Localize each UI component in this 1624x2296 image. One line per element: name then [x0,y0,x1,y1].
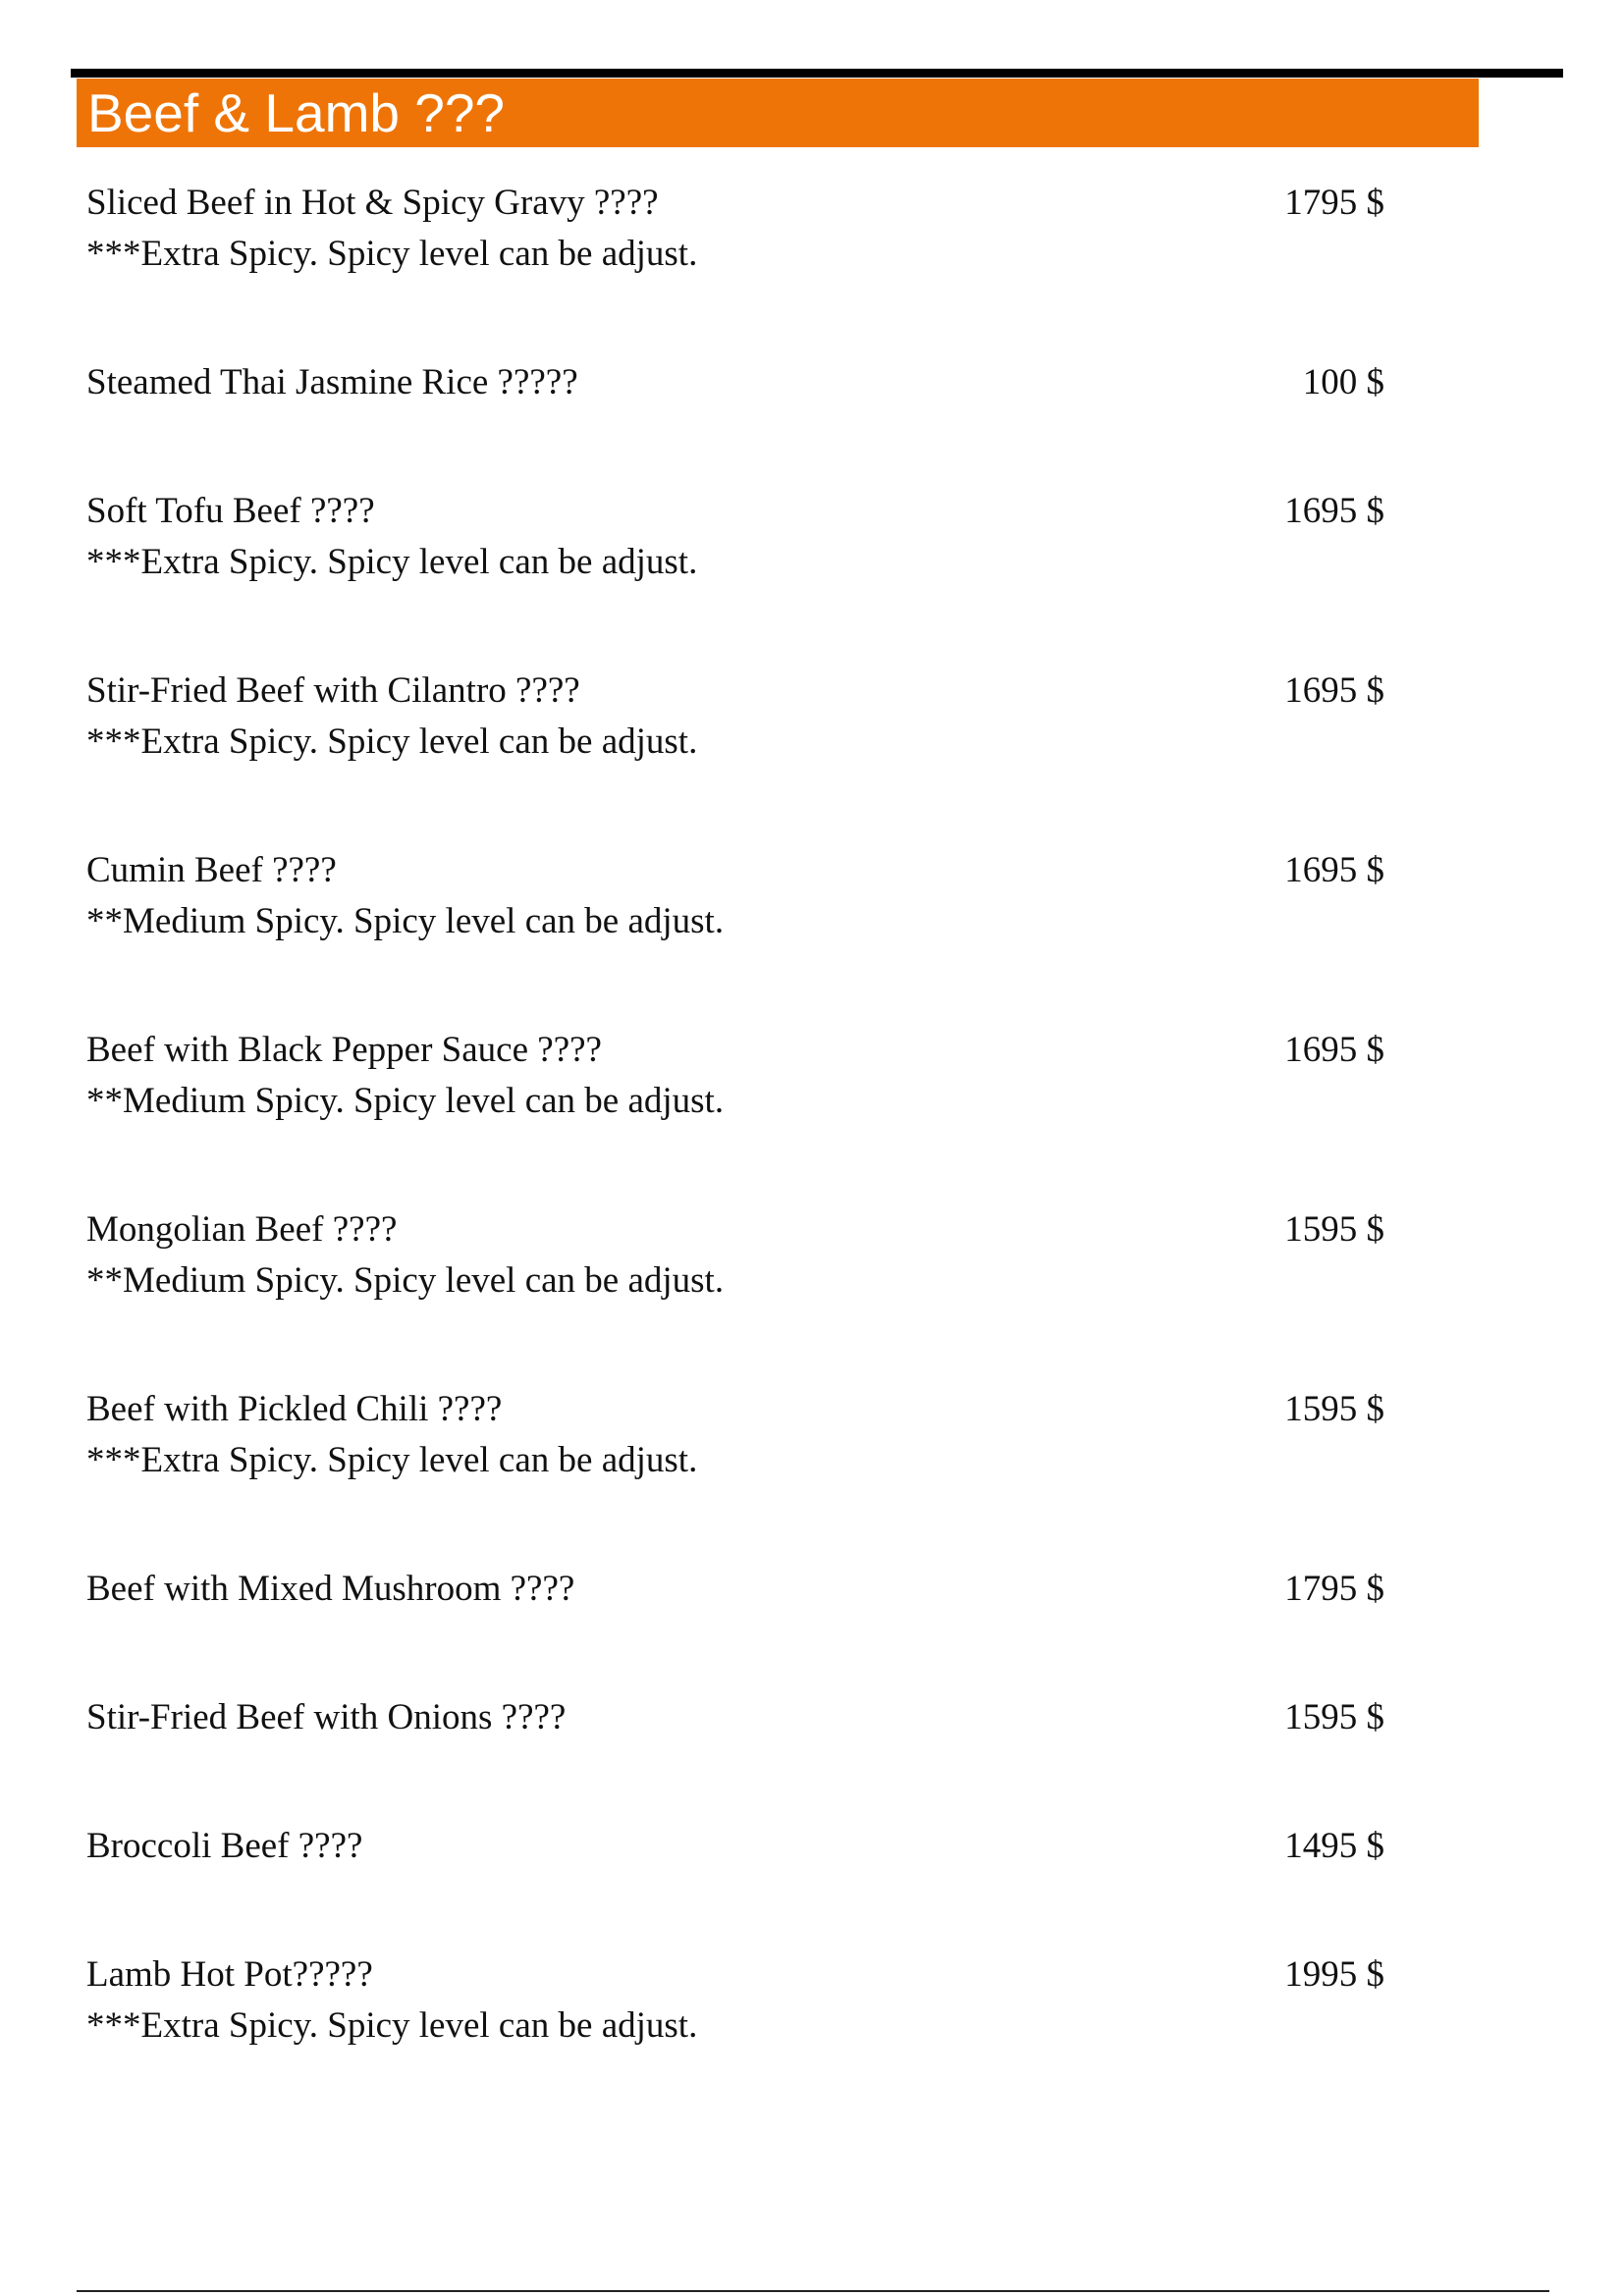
menu-item-price: 1995 $ [1284,1954,1384,1995]
menu-item-note: **Medium Spicy. Spicy level can be adjust. [86,1260,725,1301]
menu-item-price: 1495 $ [1284,1826,1384,1866]
menu-item-note: ***Extra Spicy. Spicy level can be adjust. [86,721,698,762]
menu-item-name: Sliced Beef in Hot & Spicy Gravy ???? [86,183,659,223]
menu-item-name: Steamed Thai Jasmine Rice ????? [86,362,578,402]
menu-item-price: 1695 $ [1284,850,1384,890]
menu-item-note: ***Extra Spicy. Spicy level can be adjust. [86,542,698,582]
menu-item-name: Beef with Pickled Chili ???? [86,1389,503,1429]
menu-item-note: ***Extra Spicy. Spicy level can be adjust. [86,1440,698,1480]
menu-item-price: 1695 $ [1284,670,1384,711]
menu-list [86,0,1402,2296]
menu-item-price: 1595 $ [1284,1389,1384,1429]
menu-item-name: Broccoli Beef ???? [86,1826,363,1866]
menu-item-note: **Medium Spicy. Spicy level can be adjust. [86,1081,725,1121]
menu-item-name: Soft Tofu Beef ???? [86,491,375,531]
bottom-rule [77,2290,1549,2292]
menu-item-name: Mongolian Beef ???? [86,1209,398,1250]
menu-item-name: Lamb Hot Pot????? [86,1954,373,1995]
menu-item-note: **Medium Spicy. Spicy level can be adjust. [86,901,725,941]
menu-item-name: Beef with Black Pepper Sauce ???? [86,1030,602,1070]
menu-item-name: Stir-Fried Beef with Onions ???? [86,1697,567,1737]
menu-item-name: Stir-Fried Beef with Cilantro ???? [86,670,580,711]
menu-item-price: 1595 $ [1284,1209,1384,1250]
menu-item-price: 1795 $ [1284,183,1384,223]
menu-item-price: 1695 $ [1284,491,1384,531]
menu-item-name: Cumin Beef ???? [86,850,337,890]
menu-item-name: Beef with Mixed Mushroom ???? [86,1569,575,1609]
menu-item-price: 100 $ [1302,362,1384,402]
section-title: Beef & Lamb ??? [87,81,506,143]
menu-item-price: 1595 $ [1284,1697,1384,1737]
menu-item-price: 1795 $ [1284,1569,1384,1609]
menu-item-note: ***Extra Spicy. Spicy level can be adjust. [86,2005,698,2046]
menu-item-price: 1695 $ [1284,1030,1384,1070]
menu-item-note: ***Extra Spicy. Spicy level can be adjust. [86,234,698,274]
